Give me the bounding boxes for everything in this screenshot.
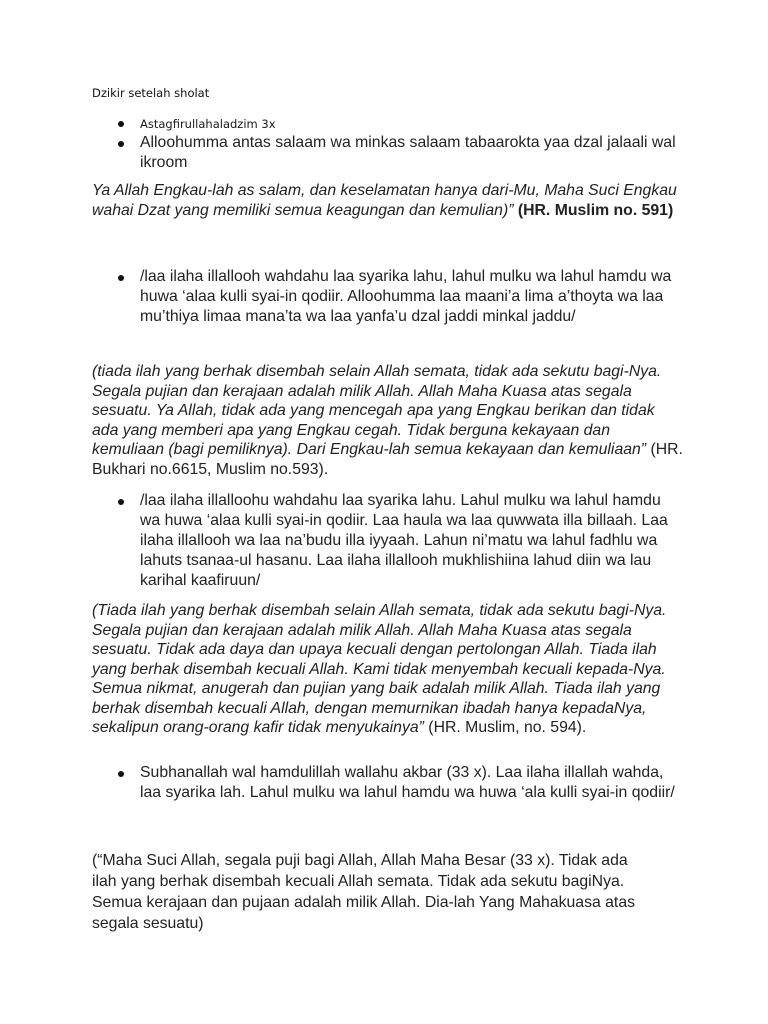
bullet-list-2: [140, 267, 680, 327]
translation-paragraph-3: [92, 601, 677, 738]
list-item: Subhanallah wal hamdulillah wallahu akbar (33 x). Laa ilaha illallah wahda, laa syarika lah. Lahul mulku wa lahul hamdu wa huwa ‘ala kulli syai-in qodiir/: [140, 763, 680, 803]
list-item: Alloohumma antas salaam wa minkas salaam tabaarokta yaa dzal jalaali wal ikroom: [140, 133, 680, 173]
page-title: Dzikir setelah sholat: [92, 86, 210, 100]
hadith-source: (HR. Muslim, no. 594).: [423, 719, 587, 736]
translation-text: (“Maha Suci Allah, segala puji bagi Allah, Allah Maha Besar (33 x). Tidak ada ilah yang berhak disembah kecuali Allah semata. Tidak ada sekutu bagiNya. Semua kerajaan dan pujaan adalah milik Allah. Dia-lah Yang Mahakuasa atas segala sesuatu): [92, 852, 636, 932]
list-item: /laa ilaha illalloohu wahdahu laa syarika lahu. Lahul mulku wa lahul hamdu wa huwa ‘alaa kulli syai-in qodiir. Laa haula wa laa quwwata illa billaah. Laa ilaha illallooh wa laa na’budu illa iyyaah. Lahun ni’matu wa lahul fadhlu wa lahuts tsanaa-ul hasanu. Laa ilaha illallooh mukhlishiina lahud diin wa lau karihal kaafiruun/: [140, 491, 680, 591]
hadith-source: (HR. Muslim no. 591): [513, 201, 674, 219]
list-item: Astagfirullahaladzim 3x: [140, 115, 700, 133]
bullet-list-1: [140, 115, 700, 133]
translation-paragraph-4: [92, 850, 652, 934]
translation-text: Ya Allah Engkau-lah as salam, dan keselamatan hanya dari-Mu, Maha Suci Engkau wahai Dzat yang memiliki semua keagungan dan kemulian)”: [92, 182, 677, 219]
translation-text: (Tiada ilah yang berhak disembah selain Allah semata, tidak ada sekutu bagi-Nya. Segala pujian dan kerajaan adalah milik Allah. Allah Maha Kuasa atas segala sesuatu. Tidak ada daya dan upaya kecuali dengan pertolongan Allah. Tiada ilah yang berhak disembah kecuali Allah. Kami tidak menyembah kecuali kepada-Nya. Semua nikmat, anugerah dan pujian yang baik adalah milik Allah. Tiada ilah yang berhak disembah kecuali Allah, dengan memurnikan ibadah hanya kepadaNya, sekalipun orang-orang kafir tidak menyukainya”: [92, 602, 667, 736]
bullet-list-1b: [140, 133, 680, 173]
translation-paragraph-2: [92, 362, 684, 479]
hadith-source: (HR. Bukhari no.6615, Muslim no.593).: [92, 441, 683, 478]
translation-text: (tiada ilah yang berhak disembah selain Allah semata, tidak ada sekutu bagi-Nya. Segala pujian dan kerajaan adalah milik Allah. Allah Maha Kuasa atas segala sesuatu. Ya Allah, tidak ada yang mencegah apa yang Engkau berikan dan tidak ada yang memberi apa yang Engkau cegah. Tidak berguna kekayaan dan kemuliaan (bagi pemiliknya). Dari Engkau-lah semua kekayaan dan kemuliaan”: [92, 363, 662, 458]
translation-paragraph-1: [92, 181, 677, 220]
bullet-list-4: [140, 763, 680, 803]
list-item: /laa ilaha illallooh wahdahu laa syarika lahu, lahul mulku wa lahul hamdu wa huwa ‘alaa kulli syai-in qodiir. Alloohumma laa maani’a lima a’thoyta wa laa mu’thiya limaa mana’ta wa laa yanfa’u dzal jaddi minkal jaddu/: [140, 267, 680, 327]
bullet-list-3: [140, 491, 680, 591]
